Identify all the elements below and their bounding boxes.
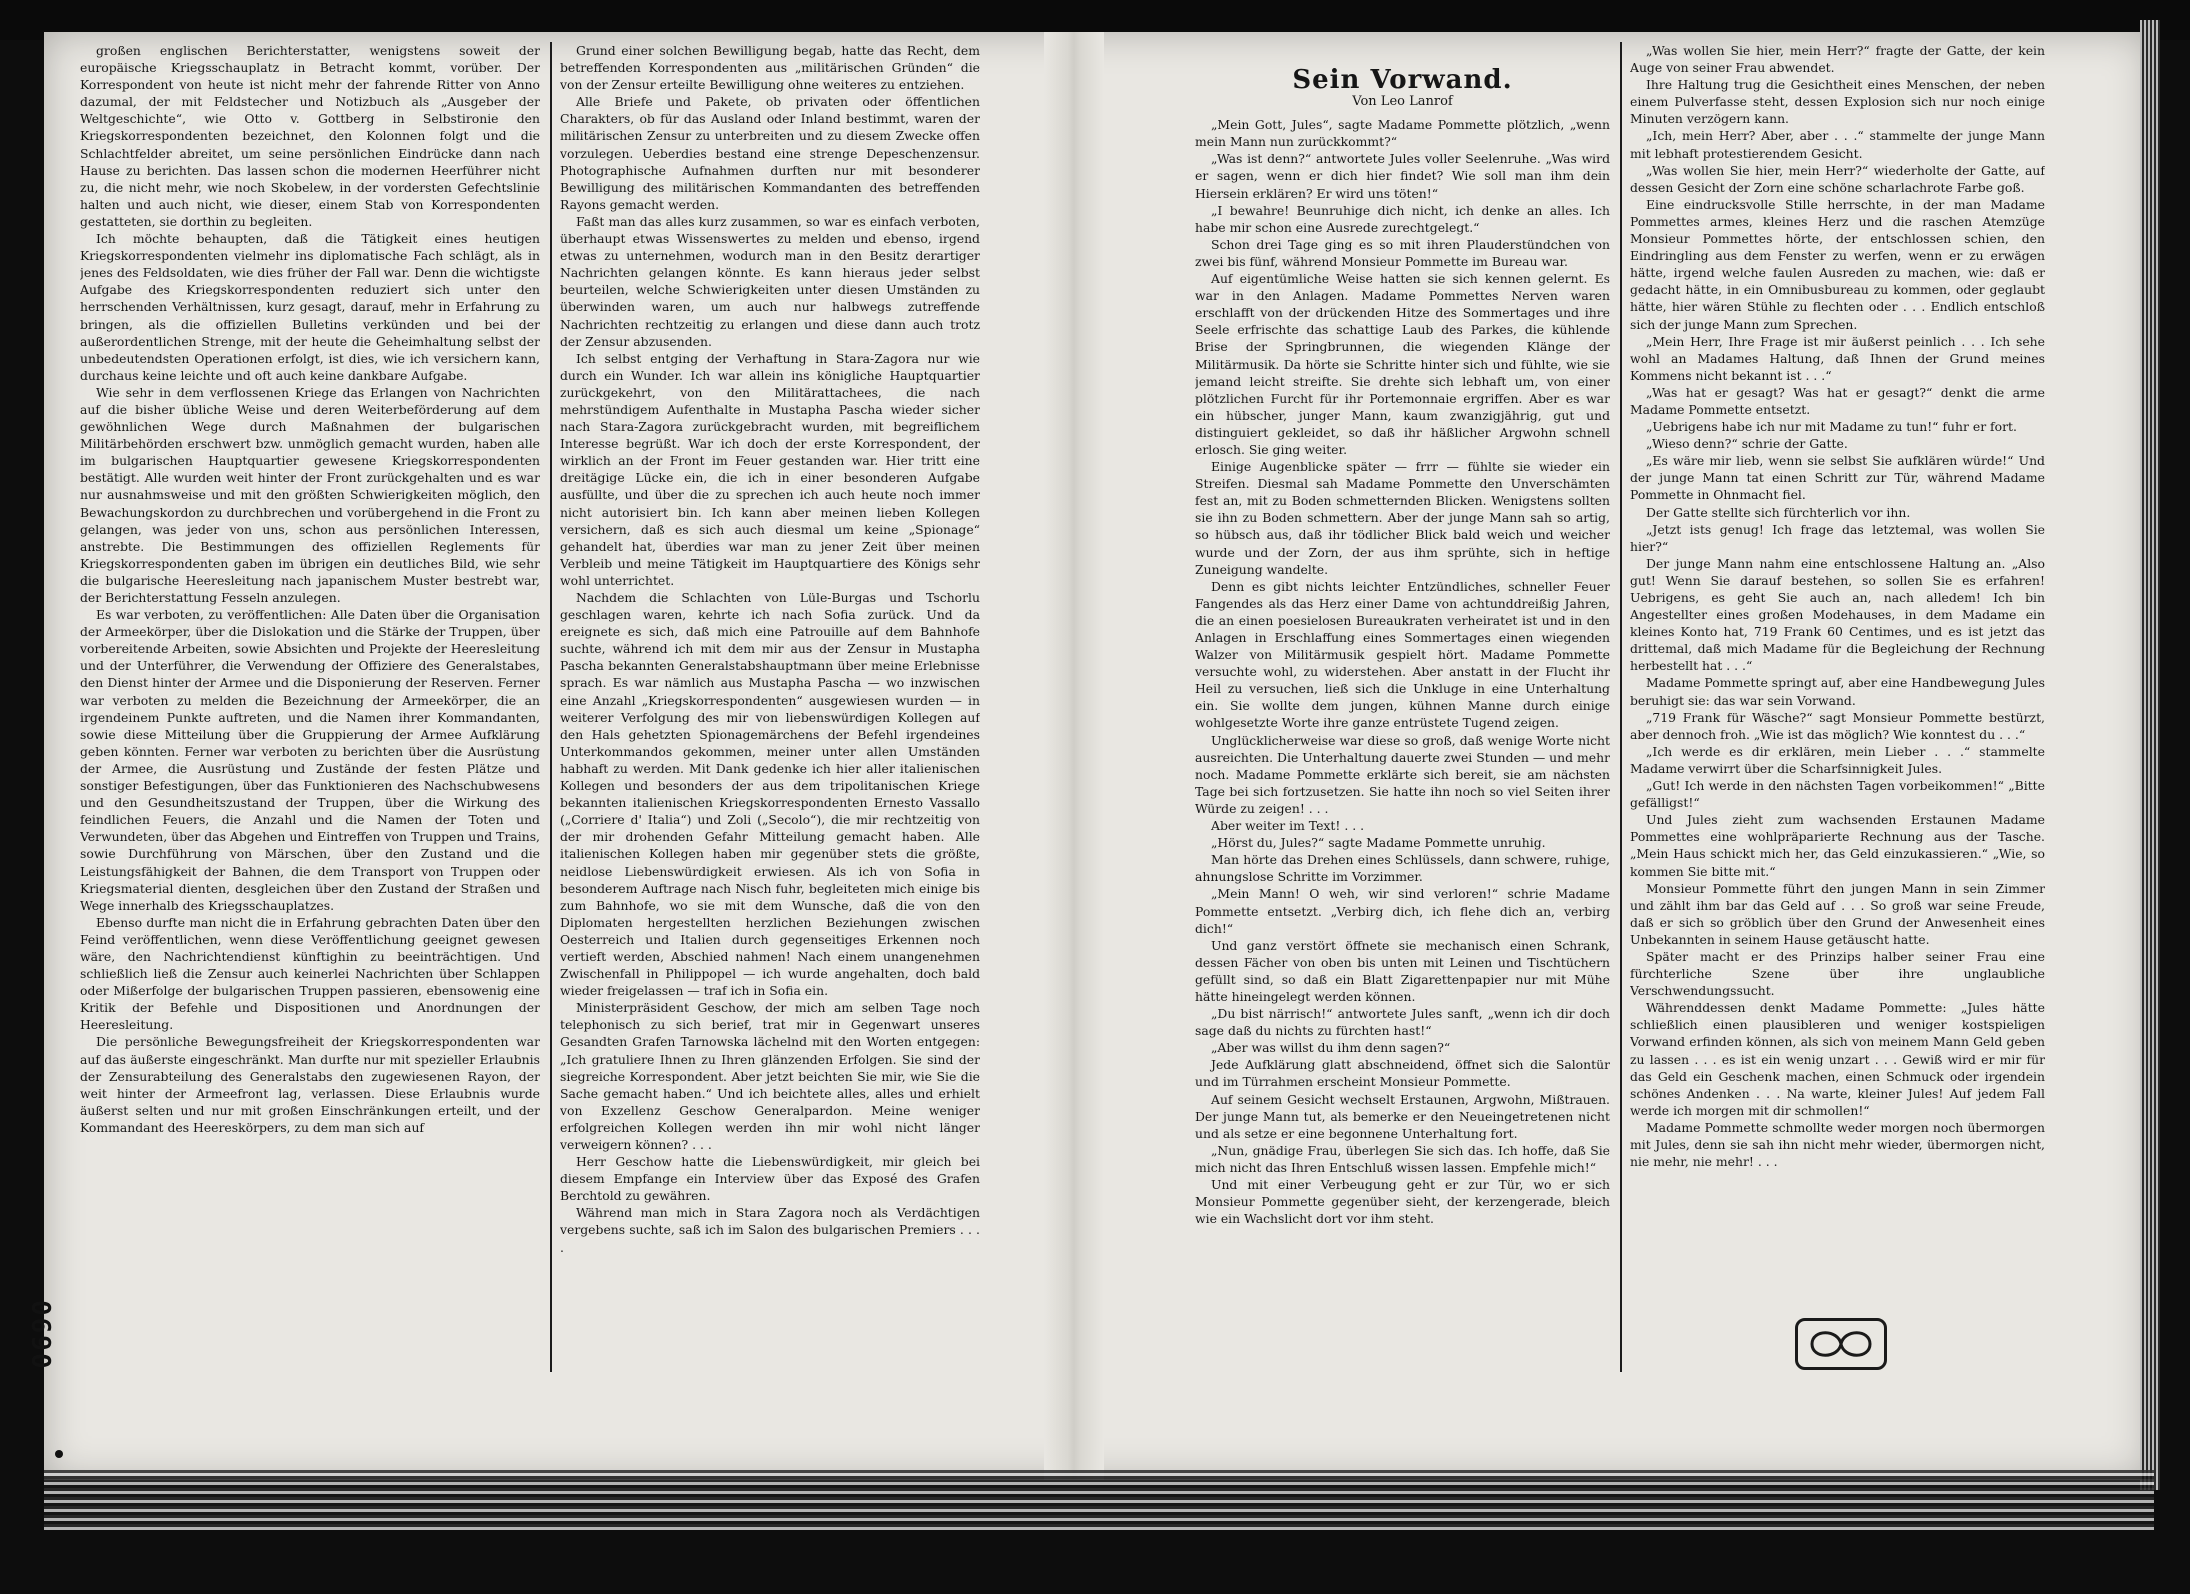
column-rule (550, 42, 552, 1372)
paragraph: Und Jules zieht zum wachsenden Erstaunen Madame Pommettes eine wohlpräparierte Rechnung aus der Tasche. „Mein Haus schickt mich her, das Geld einzukassieren.“ „Wie, so kommen Sie bitte mit.“ (1630, 812, 2045, 879)
paragraph: „Jetzt ists genug! Ich frage das letztemal, was wollen Sie hier?“ (1630, 521, 2045, 554)
paragraph: „Was hat er gesagt? Was hat er gesagt?“ denkt die arme Madame Pommette entsetzt. (1630, 384, 2045, 417)
paragraph: Herr Geschow hatte die Liebenswürdigkeit, mir gleich bei diesem Empfange ein Interview über das Exposé des Grafen Berchtold zu gewähren. (560, 1154, 980, 1204)
paragraph: Nachdem die Schlachten von Lüle-Burgas und Tschorlu geschlagen waren, kehrte ich nach Sofia zurück. Und da ereignete es sich, daß mich eine Patrouille auf dem Bahnhofe suchte, während ich mit dem mir aus der Zensur in Mustapha Pascha bekannten Generalstabshauptmann über meine Erlebnisse sprach. Es war nämlich aus Mustapha Pascha — wo inzwischen eine Anzahl „Kriegskorrespondenten“ ausgewiesen wurden — in weiterer Verfolgung des mir von liebenswürdigen Kollegen auf den Hals gehetzten Spionagemärchens der Befehl irgendeines Unterkommandos gekommen, meiner unter allen Umständen habhaft zu werden. Mit Dank gedenke ich hier aller italienischen Kollegen und besonders der aus dem tripolitanischen Kriege bekannten italienischen Kriegskorrespondenten Ernesto Vassallo („Corriere d' Italia“) und Zoli („Secolo“), die mir rechtzeitig von der mir drohenden Gefahr Mitteilung gemacht haben. Alle italienischen Kollegen haben mir gegenüber stets die größte, neidlose Liebenswürdigkeit erwiesen. Als ich von Sofia in besonderem Auftrage nach Nisch fuhr, begleiteten mich einige bis zum Bahnhofe, wo sie mit dem Wunsche, daß die von den Diplomaten hergestellten herzlichen Beziehungen zwischen Oesterreich und Italien durch gegenseitiges Erkennen noch vertieft werden, Abschied nahmen! Nach einem unangenehmen Zwischenfall in Philippopel — ich wurde angehalten, doch bald wieder freigelassen — traf ich in Sofia ein. (560, 590, 980, 999)
paragraph: Ebenso durfte man nicht die in Erfahrung gebrachten Daten über den Feind veröffentlichen, wenn diese Veröffentlichung geeignet gewesen wäre, den Nachrichtendienst künftighin zu beeinträchtigen. Und schließlich ließ die Zensur auch keinerlei Nachrichten über Schlappen oder Mißerfolge der bulgarischen Truppen passieren, ebensowenig eine Kritik der Befehle und Dispositionen und Anordnungen der Heeresleitung. (80, 914, 540, 1033)
paragraph: „Nun, gnädige Frau, überlegen Sie sich das. Ich hoffe, daß Sie mich nicht das Ihren Entschluß wissen lassen. Empfehle mich!“ (1195, 1142, 1610, 1175)
article-column-2 (560, 42, 980, 1372)
paragraph: „Mein Gott, Jules“, sagte Madame Pommette plötzlich, „wenn mein Mann nun zurückkommt?“ (1195, 117, 1610, 150)
paragraph: „Gut! Ich werde in den nächsten Tagen vorbeikommen!“ „Bitte gefälligst!“ (1630, 778, 2045, 811)
paragraph: Ich möchte behaupten, daß die Tätigkeit eines heutigen Kriegskorrespondenten vielmehr ins diplomatische Fach schlägt, als in jenes des Feldsoldaten, wie dies früher der Fall war. Denn die wichtigste Aufgabe des Kriegskorrespondenten reduziert sich unter den herrschenden Verhältnissen, kurz gesagt, darauf, mehr in Erfahrung zu bringen, als die offiziellen Bulletins verkünden und bei der außerordentlichen Strenge, mit der heute die Geheimhaltung selbst der unbedeutendsten Operationen erfolgt, ist dies, wie ich versichern kann, durchaus keine leichte und oft auch keine dankbare Aufgabe. (80, 231, 540, 383)
paragraph: Ich selbst entging der Verhaftung in Stara-Zagora nur wie durch ein Wunder. Ich war allein ins königliche Hauptquartier zurückgekehrt, von den Militärattachees, die nach mehrstündigem Aufenthalte in Mustapha Pascha wieder sicher nach Stara-Zagora zurückgebracht wurden, mit begreiflichem Interesse begrüßt. War ich doch der erste Korrespondent, der wirklich an der Front im Feuer gestanden war. Hier tritt eine dreitägige Lücke ein, die ich in einer besonderen Aufgabe ausfüllte, und über die zu sprechen ich auch heute noch immer nicht autorisiert bin. Ich kann aber meinen lieben Kollegen versichern, daß es sich auch diesmal um keine „Spionage“ gehandelt hat, überdies war man zu jener Zeit über meinen Verbleib und meine Tätigkeit im Hauptquartiere des Königs sehr wohl unterrichtet. (560, 350, 980, 588)
paragraph: Madame Pommette springt auf, aber eine Handbewegung Jules beruhigt sie: das war sein Vorwand. (1630, 675, 2045, 708)
paragraph: Madame Pommette schmollte weder morgen noch übermorgen mit Jules, denn sie sah ihn nicht mehr wieder, übermorgen nicht, nie mehr, nie mehr! . . . (1630, 1119, 2045, 1170)
end-ornament-icon (1795, 1318, 1887, 1370)
paragraph: „Hörst du, Jules?“ sagte Madame Pommette unruhig. (1211, 835, 1546, 851)
paragraph: Grund einer solchen Bewilligung begab, hatte das Recht, dem betreffenden Korrespondenten aus „militärischen Gründen“ die von der Zensur erteilte Bewilligung ohne weiteres zu entziehen. (560, 43, 980, 93)
paragraph: „Mein Herr, Ihre Frage ist mir äußerst peinlich . . . Ich sehe wohl an Madames Haltung, daß Ihnen der Grund meines Kommens nicht bekannt ist . . .“ (1630, 333, 2045, 383)
paragraph: Einige Augenblicke später — frrr — fühlte sie wieder ein Streifen. Diesmal sah Madame Pommette den Unverschämten fest an, mit zu Boden schmetternden Blicken. Wenigstens sollten sie ihn zu Boden schmettern. Aber der junge Mann sah so artig, so hübsch aus, daß ihr tödlicher Blick bald weich und weicher wurde und der Zorn, der aus ihm sprühte, sich in heftige Zuneigung wandelte. (1195, 459, 1610, 577)
page-stack-edge-bottom (44, 1470, 2154, 1530)
paragraph: Ihre Haltung trug die Gesichtheit eines Menschen, der neben einem Pulverfasse steht, dessen Explosion sich nur noch einige Minuten verzögern kann. (1630, 77, 2045, 127)
paragraph: „Was wollen Sie hier, mein Herr?“ fragte der Gatte, der kein Auge von seiner Frau abwendet. (1630, 43, 2045, 76)
paragraph: Auf eigentümliche Weise hatten sie sich kennen gelernt. Es war in den Anlagen. Madame Pommettes Nerven waren erschlafft von der drückenden Hitze des Sommertages und ihre Seele erfrischte das schattige Laub des Parkes, die kühlende Brise der Springbrunnen, die wiegenden Klänge der Militärmusik. Da hörte sie Schritte hinter sich und fühlte, wie sie jemand leicht streifte. Sie drehte sich lebhaft um, von einer plötzlichen Furcht für ihr Portemonnaie ergriffen. Aber es war ein hübscher, junger Mann, kaum zwanzigjährig, gut und distinguiert gekleidet, so daß ihr häßlicher Argwohn schnell erlosch. Sie ging weiter. (1195, 271, 1610, 457)
paragraph: Alle Briefe und Pakete, ob privaten oder öffentlichen Charakters, ob für das Ausland oder Inland bestimmt, waren der militärischen Zensur zu unterbreiten und zu diesem Zwecke offen vorzulegen. Ueberdies bestand eine strenge Depeschenzensur. Photographische Aufnahmen durften nur mit besonderer Bewilligung des militärischen Kommandanten des betreffenden Rayons gemacht werden. (560, 94, 980, 212)
column-rule (1620, 42, 1622, 1372)
paragraph: Der junge Mann nahm eine entschlossene Haltung an. „Also gut! Wenn Sie darauf bestehen, so sollen Sie es erfahren! Uebrigens, es geht Sie auch an, nach alledem! Ich bin Angestellter eines großen Modehauses, in dem Madame ein kleines Konto hat, 719 Frank 60 Centimes, und es ist jetzt das drittemal, daß mich Madame für die Begleichung der Rechnung herbestellt hat . . .“ (1630, 555, 2045, 674)
paragraph: Und ganz verstört öffnete sie mechanisch einen Schrank, dessen Fächer von oben bis unten mit Leinen und Tischtüchern gefüllt sind, so daß ein Blatt Zigarettenpapier nur mit Mühe hätte hineingelegt werden können. (1195, 937, 1610, 1004)
paragraph: „719 Frank für Wäsche?“ sagt Monsieur Pommette bestürzt, aber dennoch froh. „Wie ist das möglich? Wie konntest du . . .“ (1630, 709, 2045, 742)
paragraph: „Du bist närrisch!“ antwortete Jules sanft, „wenn ich dir doch sage daß du nichts zu fürchten hast!“ (1195, 1006, 1610, 1039)
paragraph: „Es wäre mir lieb, wenn sie selbst Sie aufklären würde!“ Und der junge Mann tat einen Schritt zur Tür, während Madame Pommette in Ohnmacht fiel. (1630, 453, 2045, 503)
paragraph: Die persönliche Bewegungsfreiheit der Kriegskorrespondenten war auf das äußerste eingeschränkt. Man durfte nur mit spezieller Erlaubnis der Zensurabteilung des Generalstabs den zugewiesenen Rayon, der weit hinter der Armeefront lag, verlassen. Diese Erlaubnis wurde äußerst selten und nur mit großen Einschränkungen erteilt, und der Kommandant des Heereskörpers, zu dem man sich auf (80, 1034, 540, 1135)
page-stack-edge-right (2140, 20, 2160, 1490)
paragraph: Unglücklicherweise war diese so groß, daß wenige Worte nicht ausreichten. Die Unterhaltung dauerte zwei Stunden — und mehr noch. Madame Pommette erklärte sich bereit, sie am nächsten Tage bei sich fortzusetzen. Sie hatte ihn noch so viel Seiten ihrer Würde zu zeigen! . . . (1195, 732, 1610, 816)
paragraph: Faßt man das alles kurz zusammen, so war es einfach verboten, überhaupt etwas Wissenswertes zu melden und ebenso, irgend etwas zu unternehmen, wodurch man in den Besitz derartiger Nachrichten gelangen könnte. Es kann hieraus jeder selbst beurteilen, welche Schwierigkeiten unter diesen Umständen zu überwinden waren, um auch nur halbwegs zutreffende Nachrichten rechtzeitig zu erlangen und diese dann auch trotz der Zensur abzusenden. (560, 213, 980, 349)
paragraph: Schon drei Tage ging es so mit ihren Plauderstündchen von zwei bis fünf, während Monsieur Pommette im Bureau war. (1195, 236, 1610, 269)
paragraph: Wie sehr in dem verflossenen Kriege das Erlangen von Nachrichten auf die bisher übliche Weise und deren Weiterbeförderung auf dem gewöhnlichen Wege durch Maßnahmen der bulgarischen Militärbehörden erschwert bzw. unmöglich gemacht wurden, haben alle im bulgarischen Hauptquartier gewesene Kriegskorrespondenten bestätigt. Alle wurden weit hinter der Front zurückgehalten und es war nur ausnahmsweise und mit den größten Schwierigkeiten möglich, den Bewachungskordon zu durchbrechen und vorübergehend in die Front zu gelangen, was jeder von uns, schon aus persönlichen Interessen, anstrebte. Die Bestimmungen des offiziellen Reglements für Kriegskorrespondenten gaben im übrigen ein deutliches Bild, wie sehr die bulgarische Heeresleitung nach japanischem Muster bestrebt war, der Berichterstattung Fesseln anzulegen. (80, 384, 540, 605)
paragraph: „Ich, mein Herr? Aber, aber . . .“ stammelte der junge Mann mit lebhaft protestierendem Gesicht. (1630, 128, 2045, 161)
paragraph: Später macht er des Prinzips halber seiner Frau eine fürchterliche Szene über ihre unglaubliche Verschwendungssucht. (1630, 948, 2045, 999)
paragraph: Während man mich in Stara Zagora noch als Verdächtigen vergebens suchte, saß ich im Salon des bulgarischen Premiers . . . . (560, 1205, 980, 1255)
paragraph: Ministerpräsident Geschow, der mich am selben Tage noch telephonisch zu sich berief, trat mir in Gegenwart unseres Gesandten Grafen Tarnowska lächelnd mit den Worten entgegen: „Ich gratuliere Ihnen zu Ihren glänzenden Erfolgen. Sie sind der siegreiche Korrespondent. Aber jetzt beichten Sie mir, wie Sie die Sache gemacht haben.“ Und ich beichtete alles, alles und erhielt von Exzellenz Geschow Generalpardon. Meine weniger erfolgreichen Kollegen werden ihn mir wohl nicht länger verweigern können? . . . (560, 1000, 980, 1152)
paragraph: „Wieso denn?“ schrie der Gatte. (1646, 436, 1848, 452)
paragraph: „Was ist denn?“ antwortete Jules voller Seelenruhe. „Was wird er sagen, wenn er dich hier findet? Wie soll man ihm dein Hiersein erklären? Er wird uns töten!“ (1195, 151, 1610, 201)
paragraph: Denn es gibt nichts leichter Entzündliches, schneller Feuer Fangendes als das Herz einer Dame von achtunddreißig Jahren, die an einen poesielosen Bureaukraten verheiratet ist und in den Anlagen in Erschlaffung eines Sommertages einen wiegenden Walzer von Militärmusik gespielt hört. Madame Pommette versuchte wohl, zu widerstehen. Aber anstatt in der Flucht ihr Heil zu versuchen, ließ sich die Unkluge in eine Unterhaltung ein. Sie wollte dem jungen, kühnen Manne durch einige wohlgesetzte Worte ihre ganze entrüstete Tugend zeigen. (1195, 578, 1610, 731)
article-column-1 (80, 42, 540, 1372)
paragraph: „Mein Mann! O weh, wir sind verloren!“ schrie Madame Pommette entsetzt. „Verbirg dich, ich flehe dich an, verbirg dich!“ (1195, 886, 1610, 936)
paragraph: „Ich werde es dir erklären, mein Lieber . . .“ stammelte Madame verwirrt über die Scharfsinnigkeit Jules. (1630, 743, 2045, 776)
margin-reel-number: 0690 (25, 1300, 55, 1371)
story-title: Sein Vorwand. (1292, 65, 1513, 95)
paragraph: Und mit einer Verbeugung geht er zur Tür, wo er sich Monsieur Pommette gegenüber sieht, der kerzengerade, bleich wie ein Wachslicht dort vor ihm steht. (1195, 1177, 1610, 1227)
margin-dot (55, 1450, 63, 1458)
paragraph: „Aber was willst du ihm denn sagen?“ (1211, 1040, 1451, 1056)
page-gutter (1044, 32, 1104, 1480)
paragraph: Es war verboten, zu veröffentlichen: Alle Daten über die Organisation der Armeekörper, über die Dislokation und die Stärke der Truppen, über vorbereitende Arbeiten, sowie Absichten und Projekte der Heeresleitung und der Unterführer, die Verwendung der Offiziere des Generalstabes, den Dienst hinter der Armee und die Disponierung der Reserven. Ferner war verboten zu melden die Bezeichnung der Armeekörper, die an irgendeinem Punkte auftreten, und die Namen ihrer Kommandanten, sowie diese Mitteilung über die Gruppierung der Armee Aufklärung geben könnten. Ferner war verboten zu berichten über die Ausrüstung der Armee, die Ausrüstung und Zustände der festen Plätze und sonstiger Befestigungen, über das Funktionieren des Nachschubwesens und den Gesundheitszustand der Truppen, über die Wirkung des feindlichen Feuers, die Anzahl und die Namen der Toten und Verwundeten, über das Abgehen und Eintreffen von Truppen und Trains, sowie Durchführung von Märschen, über den Zustand und die Leistungsfähigkeit der Bahnen, die dem Transport von Truppen oder Kriegsmaterial dienten, desgleichen über den Zustand der Straßen und Wege innerhalb des Kriegsschauplatzes. (80, 607, 540, 913)
paragraph: großen englischen Berichterstatter, wenigstens soweit der europäische Kriegsschauplatz in Betracht kommt, vorüber. Der Korrespondent von heute ist nicht mehr der fahrende Ritter von Anno dazumal, der mit Feldstecher und Notizbuch als „Ausgeber der Weltgeschichte“, wie Otto v. Gottberg in Selbstironie den Kriegskorrespondenten bezeichnet, den Kolonnen folgt und die Schlachtfelder abreitet, um seine persönlichen Eindrücke dann nach Hause zu berichten. Das lassen schon die modernen Heerführer nicht zu, die nicht mehr, wie noch Skobelew, in der vordersten Gefechtslinie halten und auch nicht, wie dieser, einem Stab von Korrespondenten gestatteten, sie dorthin zu begleiten. (80, 43, 540, 229)
paragraph: „I bewahre! Beunruhige dich nicht, ich denke an alles. Ich habe mir schon eine Ausrede zurechtgelegt.“ (1195, 202, 1610, 235)
paragraph: Der Gatte stellte sich fürchterlich vor ihn. (1646, 504, 1911, 520)
story-column-1 (1195, 42, 1610, 1372)
paragraph: Aber weiter im Text! . . . (1211, 818, 1365, 834)
paragraph: Man hörte das Drehen eines Schlüssels, dann schwere, ruhige, ahnungslose Schritte im Vorzimmer. (1195, 852, 1610, 885)
paragraph: Eine eindrucksvolle Stille herrschte, in der man Madame Pommettes armes, kleines Herz und die raschen Atemzüge Monsieur Pommettes hörte, der entschlossen schien, den Eindringling aus dem Fenster zu werfen, wenn er zu erwägen hätte, irgend welche faulen Ausreden zu machen, wie: daß er gedacht hätte, in ein Omnibusbureau zu kommen, oder geglaubt hätte, hier wären Stühle zu flechten oder . . . Endlich entschloß sich der junge Mann zum Sprechen. (1630, 196, 2045, 332)
story-byline: Von Leo Lanrof (1352, 94, 1453, 110)
paragraph: Monsieur Pommette führt den jungen Mann in sein Zimmer und zählt ihm bar das Geld auf . . . So groß war seine Freude, daß er sich so gröblich über den Grund der Anwesenheit eines Unbekannten in seinem Hause getäuscht hatte. (1630, 880, 2045, 947)
story-column-2 (1630, 42, 2045, 1372)
paragraph: Jede Aufklärung glatt abschneidend, öffnet sich die Salontür und im Türrahmen erscheint Monsieur Pommette. (1195, 1057, 1610, 1090)
paragraph: Auf seinem Gesicht wechselt Erstaunen, Argwohn, Mißtrauen. Der junge Mann tut, als bemerke er den Neueingetretenen nicht und als setze er eine begonnene Unterhaltung fort. (1195, 1091, 1610, 1141)
paragraph: Währenddessen denkt Madame Pommette: „Jules hätte schließlich einen plausibleren und weniger kostspieligen Vorwand erfinden können, als sich von meinem Mann Geld geben zu lassen . . . es ist ein wenig unzart . . . Gewiß wird er mir für das Geld ein Geschenk machen, einen Schmuck oder irgendein schönes Andenken . . . Na warte, kleiner Jules! Auf jedem Fall werde ich morgen mit dir schmollen!“ (1630, 1000, 2045, 1118)
paragraph: „Was wollen Sie hier, mein Herr?“ wiederholte der Gatte, auf dessen Gesicht der Zorn eine schöne scharlachrote Farbe goß. (1630, 162, 2045, 195)
paragraph: „Uebrigens habe ich nur mit Madame zu tun!“ fuhr er fort. (1646, 419, 2017, 435)
